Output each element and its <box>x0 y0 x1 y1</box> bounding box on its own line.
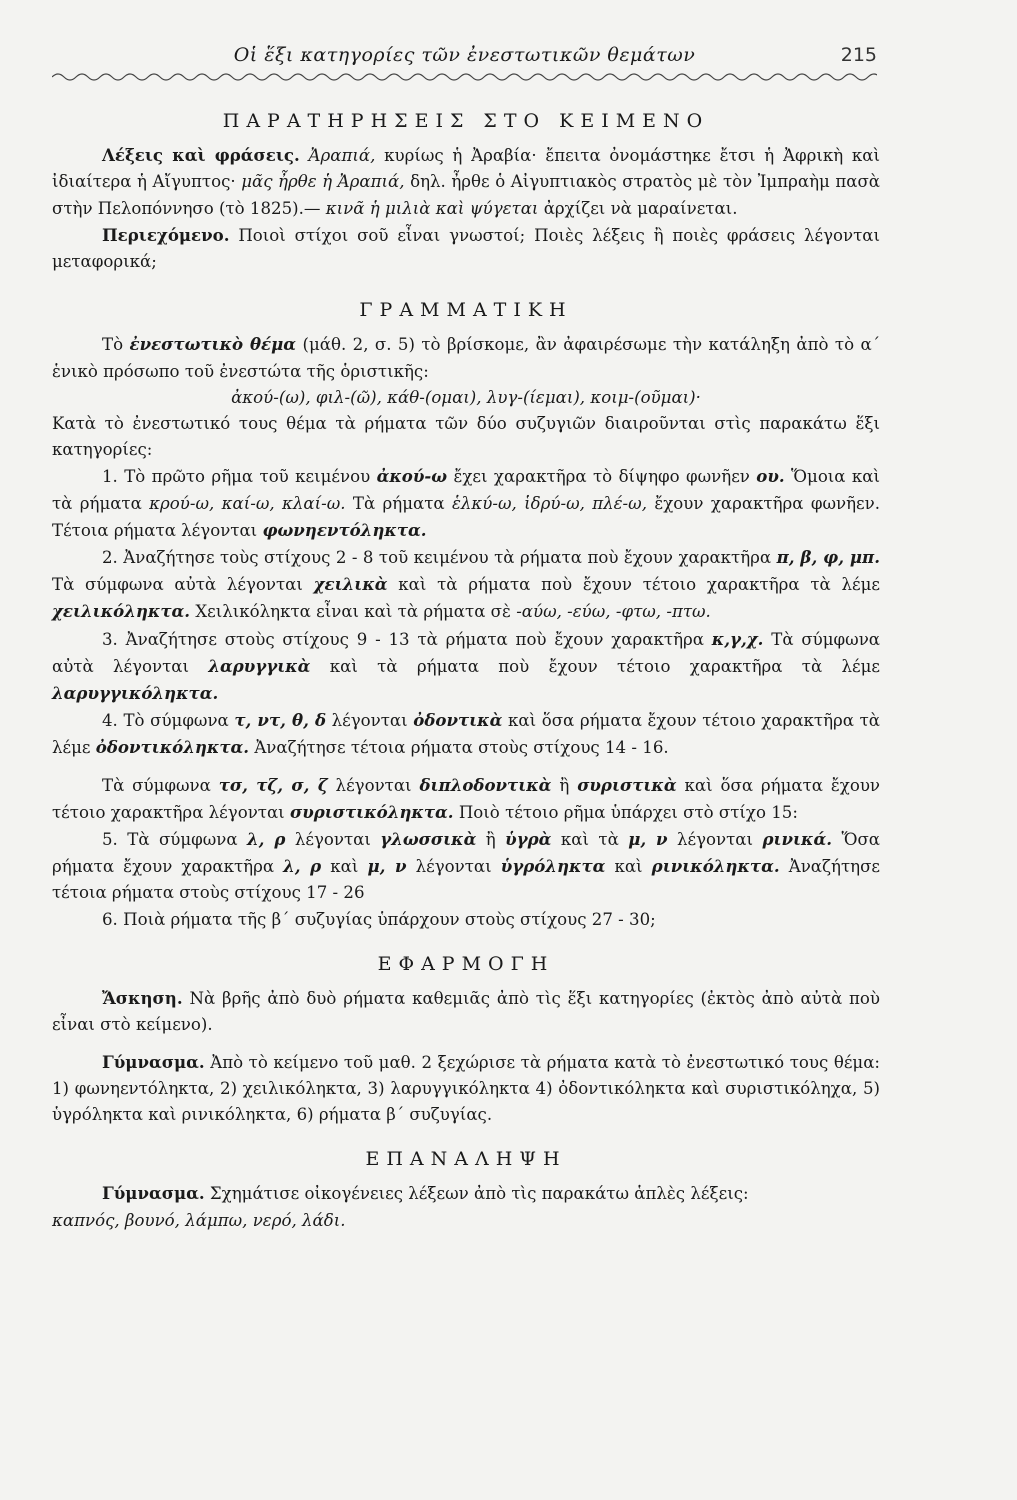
bold-run: λ, ρ <box>283 856 322 877</box>
paragraph-item-3 <box>52 626 880 708</box>
paragraph-gymnasma <box>52 1049 880 1129</box>
text-run: καὶ τὰ ρήματα ποὺ ἔχουν τέτοιο χαρακτῆρα τὰ λέμε <box>310 656 880 676</box>
italic-run: -αύω, -εύω, -φτω, -πτω. <box>516 602 711 622</box>
text-run: Τὰ σύμφωνα αὐτὰ λέγονται <box>52 629 880 676</box>
text-run: ἢ <box>476 830 506 850</box>
paragraph-item-4b <box>52 772 880 826</box>
text-run: 4. Τὸ σύμφωνα <box>102 711 235 731</box>
text-run: Ὅμοια καὶ τὰ ρήματα <box>52 467 880 513</box>
page-number: 215 <box>840 44 877 66</box>
text-run <box>300 146 309 165</box>
text-run: καὶ τὰ <box>551 830 629 850</box>
bold-run: συριστικὰ <box>577 774 677 795</box>
text-run: ἢ <box>551 775 578 795</box>
text-run: 5. Τὰ σύμφωνα <box>102 830 248 850</box>
paragraph-intro <box>52 331 880 384</box>
text-run: λέγονται <box>326 711 414 731</box>
label-periexomeno: Περιεχόμενο. <box>102 224 230 245</box>
bold-run: ρινικά. <box>762 829 833 850</box>
paragraph-item-4 <box>52 707 880 761</box>
text-run: Ὅσα ρήματα ἔχουν χαρακτῆρα <box>52 830 880 877</box>
text-run: ἀρχίζει νὰ μαραίνεται. <box>538 198 738 218</box>
paragraph-item-2 <box>52 544 880 626</box>
section-title-grammatiki: ΓΡΑΜΜΑΤΙΚΗ <box>359 299 573 322</box>
text-run: Τὰ σύμφωνα <box>102 775 219 795</box>
paragraph-item-6: 6. Ποιὰ ρήματα τῆς β΄ συζυγίας ὑπάρχουν στοὺς στίχους 27 - 30; <box>102 909 656 929</box>
text-run: ἔχει χαρακτῆρα τὸ δίψηφο φωνῆεν <box>447 467 757 487</box>
paragraph-item-5 <box>52 826 880 907</box>
text-run: Ποιὸ τέτοιο ρῆμα ὑπάρχει στὸ στίχο 15: <box>453 802 798 822</box>
bold-run: ὑγρὰ <box>505 829 552 850</box>
bold-run: ρινικόληκτα. <box>651 856 780 877</box>
label-gymnasma-2: Γύμνασμα. <box>102 1183 205 1204</box>
text-run: ἔχουν χαρακτῆρα φωνῆεν. Τέτοια ρήματα λέγονται <box>52 493 880 540</box>
bold-run: τ, ντ, θ, δ <box>234 710 327 731</box>
text-run: Ἀναζήτησε τέτοια ρήματα στοὺς στίχους 17 - 26 <box>52 857 880 903</box>
paragraph-periexomeno <box>52 222 880 275</box>
bold-run: ἀκού-ω <box>376 466 448 487</box>
paragraph-epanalipsi <box>52 1180 880 1207</box>
examples-line: ἀκού-(ω), φιλ-(ῶ), κάθ-(ομαι), λυγ-(ίεμαι), κοιμ-(οῦμαι)· <box>231 387 701 407</box>
text-run: καὶ ὅσα ρήματα ἔχουν τέτοιο χαρακτῆρα λέγονται <box>52 775 880 822</box>
text-run: Νὰ βρῆς ἀπὸ δυὸ ρήματα καθεμιᾶς ἀπὸ τὶς ἕξι κατηγορίες (ἐκτὸς ἀπὸ αὐτὰ ποὺ εἶναι στὸ κείμενο). <box>52 989 880 1035</box>
italic-run: ἑλκύ-ω, ἱδρύ-ω, πλέ-ω, <box>451 493 647 513</box>
text-run: Ἀπὸ τὸ κείμενο τοῦ μαθ. 2 ξεχώρισε τὰ ρήματα κατὰ τὸ ἐνεστωτικό τους θέμα: 1) φωνηεντόληκτα, 2) χειλικόληκτα, 3) λαρυγγικόληκτα 4) ὀδοντικόληκτα καὶ συριστικόληχα, 5) ὑγρόληκτα καὶ ρινικόληκτα, 6) ρήματα β΄ συζυγίας. <box>52 1052 880 1124</box>
text-run: λέγονται <box>285 830 381 850</box>
text-run: λέγονται <box>327 775 420 795</box>
text-run: Σχημάτισε οἰκογένειες λέξεων ἀπὸ τὶς παρακάτω ἁπλὲς λέξεις: <box>204 1184 749 1204</box>
section-title-efarmogi: ΕΦΑΡΜΟΓΗ <box>377 952 555 975</box>
text-run: Χειλικόληκτα εἶναι καὶ τὰ ρήματα σὲ <box>190 602 517 622</box>
paragraph-item-1 <box>52 463 880 544</box>
paragraph-lexeis <box>52 142 880 222</box>
bold-run: λαρυγγικὰ <box>208 655 311 676</box>
bold-run: μ, ν <box>628 829 668 850</box>
text-run: καὶ τὰ ρήματα ποὺ ἔχουν τέτοιο χαρακτῆρα τὰ λέμε <box>387 575 880 595</box>
bold-run: τσ, τζ, σ, ζ <box>218 774 328 795</box>
text-run: Τὸ <box>102 335 130 355</box>
bold-run: διπλοδοντικὰ <box>419 774 552 795</box>
italic-run: μᾶς ἦρθε ἡ Ἀραπιά, <box>241 172 405 192</box>
text-run: Τὰ ρήματα <box>345 493 452 513</box>
bold-run: ὀδοντικὰ <box>413 710 503 731</box>
text-run: Τὰ σύμφωνα αὐτὰ λέγονται <box>52 575 314 595</box>
italic-run: Ἀραπιά, <box>308 146 376 166</box>
text-run: Ἀναζήτησε τέτοια ρήματα στοὺς στίχους 14 - 16. <box>249 738 669 758</box>
bold-run: ου. <box>756 466 785 487</box>
bold-run: χειλικὰ <box>313 574 388 595</box>
label-gymnasma: Γύμνασμα. <box>102 1051 205 1072</box>
bold-run: ὀδοντικόληκτα. <box>95 737 250 758</box>
wavy-rule <box>52 70 877 84</box>
section-title-paratiriseis: ΠΑΡΑΤΗΡΗΣΕΙΣ ΣΤΟ ΚΕΙΜΕΝΟ <box>222 110 710 132</box>
text-run: (μάθ. 2, σ. 5) τὸ βρίσκομε, ἂν ἀφαιρέσωμε τὴν κατάληξη ἀπὸ τὸ α΄ ἑνικὸ πρόσωπο τοῦ ἐνεστώτα τῆς ὁριστικῆς: <box>52 335 881 381</box>
text-run: κυρίως ἡ Ἀραβία· ἔπειτα ὀνομάστηκε ἔτσι ἡ Ἀφρικὴ καὶ ἰδιαίτερα ἡ Αἴγυπτος· <box>52 146 880 192</box>
bold-run: λαρυγγικόληκτα. <box>52 683 219 704</box>
text-run: δηλ. ἦρθε ὁ Αἰγυπτιακὸς στρατὸς μὲ τὸν Ἰμπραὴμ πασὰ στὴν Πελοπόννησο (τὸ 1825).— <box>52 172 881 218</box>
text-run: λέγονται <box>667 830 763 850</box>
text-run: 1. Τὸ πρῶτο ρῆμα τοῦ κειμένου <box>102 467 377 487</box>
italic-run: κρού-ω, καί-ω, κλαί-ω. <box>149 493 346 513</box>
text-run: λέγονται <box>406 857 501 877</box>
text-run: καὶ <box>605 857 652 877</box>
bold-run: π, β, φ, μπ. <box>776 547 880 568</box>
text-run: 2. Ἀναζήτησε τοὺς στίχους 2 - 8 τοῦ κειμένου τὰ ρήματα ποὺ ἔχουν χαρακτῆρα <box>102 548 777 568</box>
bold-run: χειλικόληκτα. <box>52 601 191 622</box>
label-askisi: Ἄσκηση. <box>102 988 183 1009</box>
bold-run: γλωσσικὰ <box>380 829 477 850</box>
text-run: καὶ <box>321 857 368 877</box>
bold-run: φωνηεντόληκτα. <box>262 519 427 540</box>
page-header <box>52 42 877 72</box>
running-title: Οἱ ἕξι κατηγορίες τῶν ἐνεστωτικῶν θεμάτων <box>233 44 696 66</box>
bold-run: συριστικόληκτα. <box>289 801 454 822</box>
text-run: Ποιοὶ στίχοι σοῦ εἶναι γνωστοί; Ποιὲς λέξεις ἢ ποιὲς φράσεις λέγονται μεταφορικά; <box>52 225 880 272</box>
word-list: καπνός, βουνό, λάμπω, νερό, λάδι. <box>52 1210 346 1230</box>
italic-run: κινᾶ ἡ μιλιὰ καὶ ψύγεται <box>325 198 539 218</box>
bold-run: λ, ρ <box>247 829 286 850</box>
bold-run: μ, ν <box>367 856 407 877</box>
page-body <box>52 108 880 1234</box>
label-lexeis: Λέξεις καὶ φράσεις. <box>102 145 300 166</box>
text-run: καὶ ὅσα ρήματα ἔχουν τέτοιο χαρακτῆρα τὰ λέμε <box>52 711 880 758</box>
bold-run: ὑγρόληκτα <box>500 856 606 877</box>
paragraph-categories: Κατὰ τὸ ἐνεστωτικό τους θέμα τὰ ρήματα τῶν δύο συζυγιῶν διαιροῦνται στὶς παρακάτω ἕξι κατηγορίες: <box>52 414 880 460</box>
bold-run: κ,γ,χ. <box>711 628 764 649</box>
text-run: 3. Ἀναζήτησε στοὺς στίχους 9 - 13 τὰ ρήματα ποὺ ἔχουν χαρακτῆρα <box>102 629 712 649</box>
section-title-epanalipsi: ΕΠΑΝΑΛΗΨΗ <box>365 1148 567 1171</box>
bold-run: ἐνεστωτικὸ θέμα <box>129 334 297 355</box>
paragraph-askisi <box>52 985 880 1038</box>
